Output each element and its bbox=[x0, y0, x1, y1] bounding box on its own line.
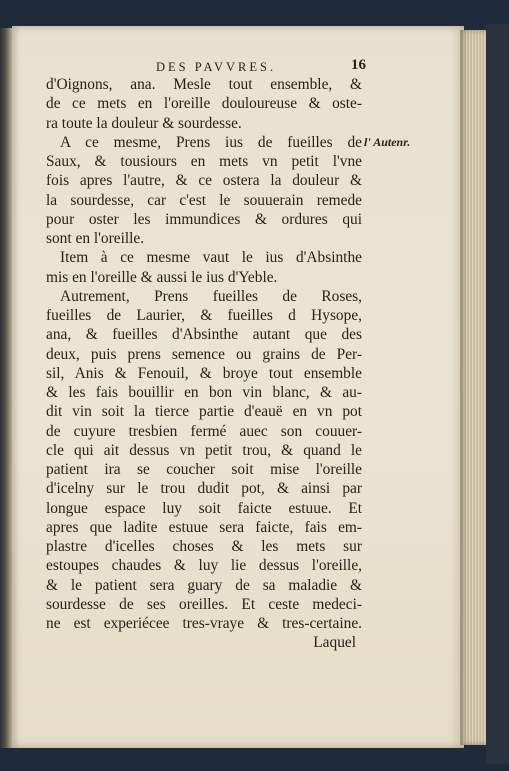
text-line: patient ira se coucher soit mise l'oreille bbox=[46, 461, 362, 478]
text-line: estoupes chaudes & luy lie dessus l'oreille, bbox=[46, 557, 362, 575]
text-line: cle qui ait dessus vn petit trou, & quand le bbox=[46, 441, 362, 459]
text-line: ana, & fueilles d'Absinthe autant que des bbox=[46, 326, 362, 344]
paragraph-3 bbox=[46, 248, 362, 287]
page-header bbox=[46, 56, 366, 75]
text-line: A ce mesme, Prens ius de fueilles de bbox=[60, 133, 362, 151]
text-line: d'Oignons, ana. Mesle tout ensemble, & bbox=[46, 76, 362, 93]
text-line: ne est experiécee tres-vraye & tres-certaine. bbox=[46, 615, 362, 632]
book-cover bbox=[486, 24, 509, 764]
text-line: plastre d'icelles choses & les mets sur bbox=[46, 538, 362, 555]
page-number: 16 bbox=[351, 57, 366, 73]
text-line: fueilles de Laurier, & fueilles d Hysope, bbox=[46, 307, 362, 324]
text-line: Autrement, Prens fueilles de Roses, bbox=[60, 287, 362, 305]
text-line: ra toute la douleur & sourdesse. bbox=[46, 114, 242, 132]
text-line: d'icelny sur le trou dudit pot, & ainsi par bbox=[46, 480, 362, 498]
text-line: & le patient sera guary de sa maladie & bbox=[46, 576, 362, 594]
catchword: Laquel bbox=[313, 634, 356, 652]
text-line: sourdesse de ses oreilles. Et ceste medeci- bbox=[46, 595, 362, 613]
text-line: apres que ladite estuue sera faicte, fais em- bbox=[46, 518, 362, 536]
text-line: deux, puis prens semence ou grains de Per- bbox=[46, 345, 362, 363]
text-line: longue espace luy soit faicte estuue. Et bbox=[46, 499, 362, 517]
text-line: Saux, & tousiours en mets vn petit l'vne bbox=[46, 153, 362, 170]
text-line: pour oster les immundices & ordures qui bbox=[46, 210, 362, 228]
marginal-note: l' Autenr. bbox=[364, 135, 411, 149]
text-line: sont en l'oreille. bbox=[46, 230, 145, 247]
page-text bbox=[46, 56, 366, 653]
running-head: DES PAVVRES. bbox=[156, 60, 277, 74]
text-line: sil, Anis & Fenouil, & broye tout ensemble bbox=[46, 364, 362, 382]
text-line: de ce mets en l'oreille douloureuse & oste- bbox=[46, 95, 362, 113]
text-line: dit vin soit la tierce partie d'eauë en vn pot bbox=[46, 403, 362, 421]
text-line: Item à ce mesme vaut le ius d'Absinthe bbox=[60, 249, 362, 267]
text-line: de cuyure tresbien fermé auec son couuer- bbox=[46, 422, 362, 440]
paragraph-1 bbox=[46, 75, 362, 133]
text-line: fois apres l'autre, & ce ostera la douleur & bbox=[46, 172, 362, 190]
paragraph-2 bbox=[46, 133, 362, 249]
text-line: la sourdesse, car c'est le souuerain remede bbox=[46, 191, 362, 209]
text-line: & les fais bouillir en bon vin blanc, & au- bbox=[46, 384, 362, 401]
text-line: mis en l'oreille & aussi le ius d'Yeble. bbox=[46, 268, 278, 286]
paragraph-4 bbox=[46, 287, 362, 634]
